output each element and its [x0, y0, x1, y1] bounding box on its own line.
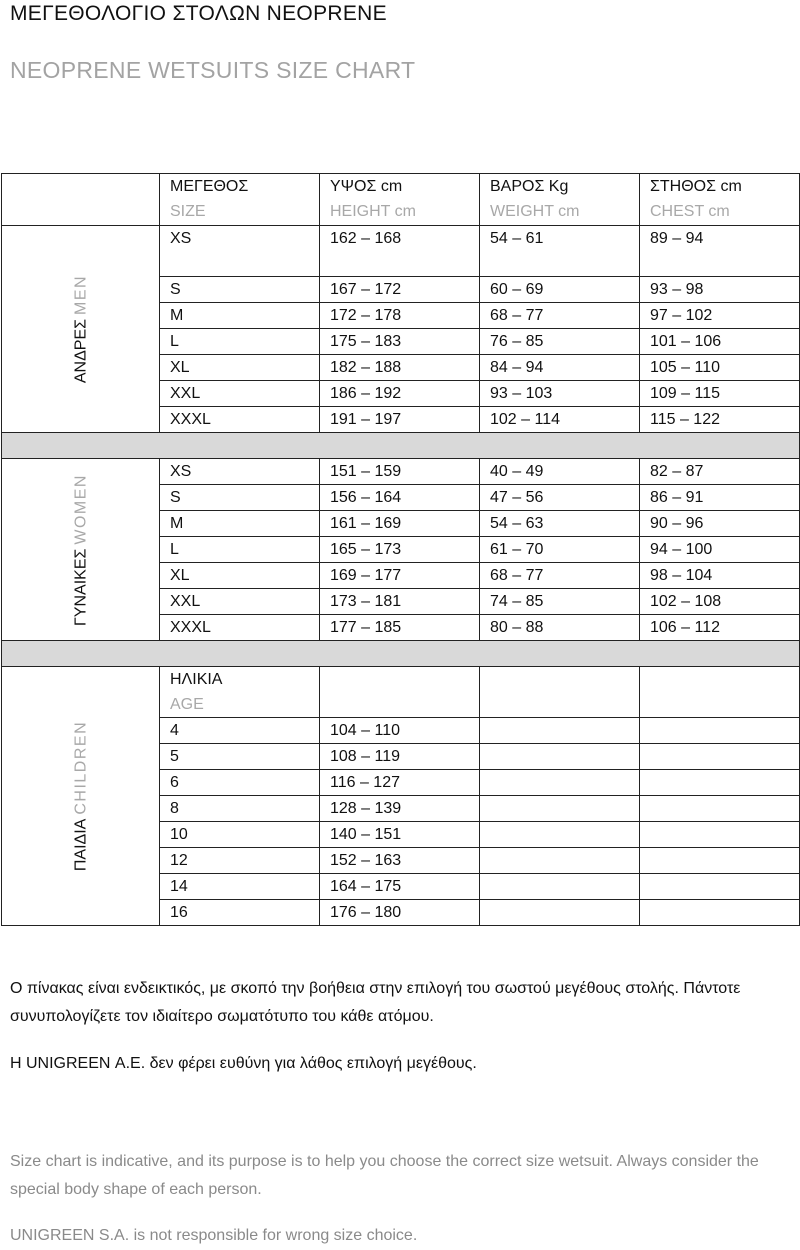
header-size-en: SIZE: [170, 203, 206, 220]
empty-cell: [640, 900, 800, 926]
chest-cell: 101 – 106: [640, 329, 800, 355]
empty-cell: [640, 770, 800, 796]
height-cell: 151 – 159: [320, 459, 480, 485]
chest-cell: 90 – 96: [640, 511, 800, 537]
empty-cell: [640, 822, 800, 848]
height-cell: 191 – 197: [320, 407, 480, 433]
age-cell: 4: [160, 718, 320, 744]
header-chest-gr: ΣΤΗΘΟΣ cm: [650, 178, 742, 195]
size-chart-table: [1, 173, 800, 926]
group-label-children: [2, 667, 160, 926]
size-cell: XXL: [160, 381, 320, 407]
height-cell: 156 – 164: [320, 485, 480, 511]
empty-cell: [480, 718, 640, 744]
height-cell: 173 – 181: [320, 589, 480, 615]
size-cell: XXL: [160, 589, 320, 615]
empty-cell: [480, 848, 640, 874]
age-cell: 8: [160, 796, 320, 822]
header-size: [160, 174, 320, 226]
chest-cell: 94 – 100: [640, 537, 800, 563]
height-cell: 108 – 119: [320, 744, 480, 770]
empty-cell: [480, 667, 640, 718]
height-cell: 162 – 168: [320, 226, 480, 277]
group-label-men: [2, 226, 160, 433]
height-cell: 140 – 151: [320, 822, 480, 848]
size-cell: XL: [160, 563, 320, 589]
header-chest: [640, 174, 800, 226]
chest-cell: 109 – 115: [640, 381, 800, 407]
weight-cell: 54 – 61: [480, 226, 640, 277]
height-cell: 172 – 178: [320, 303, 480, 329]
chest-cell: 105 – 110: [640, 355, 800, 381]
size-cell: S: [160, 277, 320, 303]
age-cell: 12: [160, 848, 320, 874]
table-row: [2, 667, 800, 718]
header-corner: [2, 174, 160, 226]
size-cell: XS: [160, 459, 320, 485]
disclaimer-english-indicative: Size chart is indicative, and its purpose is to help you choose the correct size wetsuit. Always consider the special body shape of each person.: [10, 1153, 759, 1198]
group-children-gr: ΠΑΙΔΙΑ: [72, 818, 89, 872]
height-cell: 128 – 139: [320, 796, 480, 822]
weight-cell: 68 – 77: [480, 303, 640, 329]
group-children-en: CHILDREN: [72, 720, 89, 815]
size-cell: L: [160, 537, 320, 563]
age-cell: 16: [160, 900, 320, 926]
empty-cell: [480, 822, 640, 848]
height-cell: 176 – 180: [320, 900, 480, 926]
size-cell: L: [160, 329, 320, 355]
section-separator: [2, 433, 800, 459]
chest-cell: 115 – 122: [640, 407, 800, 433]
group-women-gr: ΓΥΝΑΙΚΕΣ: [72, 548, 89, 626]
age-cell: 5: [160, 744, 320, 770]
group-men-gr: ΑΝΔΡΕΣ: [72, 318, 89, 384]
height-cell: 104 – 110: [320, 718, 480, 744]
age-cell: 6: [160, 770, 320, 796]
empty-cell: [480, 744, 640, 770]
chest-cell: 82 – 87: [640, 459, 800, 485]
weight-cell: 76 – 85: [480, 329, 640, 355]
header-chest-en: CHEST cm: [650, 203, 730, 220]
height-cell: 177 – 185: [320, 615, 480, 641]
chest-cell: 97 – 102: [640, 303, 800, 329]
chest-cell: 93 – 98: [640, 277, 800, 303]
weight-cell: 102 – 114: [480, 407, 640, 433]
disclaimer-english-responsibility: UNIGREEN S.A. is not responsible for wrong size choice.: [10, 1227, 418, 1244]
empty-cell: [640, 744, 800, 770]
table-row: [2, 226, 800, 277]
size-cell: M: [160, 303, 320, 329]
size-cell: XS: [160, 226, 320, 277]
chest-cell: 86 – 91: [640, 485, 800, 511]
header-height: [320, 174, 480, 226]
height-cell: 161 – 169: [320, 511, 480, 537]
chest-cell: 106 – 112: [640, 615, 800, 641]
empty-cell: [640, 848, 800, 874]
size-cell: XL: [160, 355, 320, 381]
disclaimer-greek-indicative: Ο πίνακας είναι ενδεικτικός, με σκοπό την βοήθεια στην επιλογή του σωστού μεγέθους στολής. Πάντοτε συνυπολογίζετε τον ιδιαίτερο σωματότυπο του κάθε ατόμου.: [10, 980, 741, 1025]
age-header-en: AGE: [170, 696, 204, 713]
header-size-gr: ΜΕΓΕΘΟΣ: [170, 178, 249, 195]
chest-cell: 89 – 94: [640, 226, 800, 277]
empty-cell: [480, 770, 640, 796]
empty-cell: [480, 796, 640, 822]
height-cell: 116 – 127: [320, 770, 480, 796]
weight-cell: 40 – 49: [480, 459, 640, 485]
empty-cell: [640, 874, 800, 900]
table-header-row: [2, 174, 800, 226]
height-cell: 186 – 192: [320, 381, 480, 407]
height-cell: 167 – 172: [320, 277, 480, 303]
size-cell: XXXL: [160, 615, 320, 641]
empty-cell: [480, 874, 640, 900]
size-cell: M: [160, 511, 320, 537]
section-separator: [2, 641, 800, 667]
weight-cell: 80 – 88: [480, 615, 640, 641]
empty-cell: [320, 667, 480, 718]
page-title: ΜΕΓΕΘΟΛΟΓΙΟ ΣΤΟΛΩΝ NEOPRENE: [10, 2, 387, 25]
height-cell: 164 – 175: [320, 874, 480, 900]
age-cell: 10: [160, 822, 320, 848]
size-cell: S: [160, 485, 320, 511]
size-cell: XXXL: [160, 407, 320, 433]
empty-cell: [480, 900, 640, 926]
weight-cell: 93 – 103: [480, 381, 640, 407]
empty-cell: [640, 667, 800, 718]
height-cell: 165 – 173: [320, 537, 480, 563]
header-weight: [480, 174, 640, 226]
weight-cell: 61 – 70: [480, 537, 640, 563]
group-women-en: WOMEN: [72, 473, 89, 545]
weight-cell: 68 – 77: [480, 563, 640, 589]
height-cell: 169 – 177: [320, 563, 480, 589]
height-cell: 175 – 183: [320, 329, 480, 355]
weight-cell: 84 – 94: [480, 355, 640, 381]
age-header-cell: [160, 667, 320, 718]
group-label-women: [2, 459, 160, 641]
empty-cell: [640, 718, 800, 744]
empty-cell: [640, 796, 800, 822]
page-subtitle: NEOPRENE WETSUITS SIZE CHART: [10, 57, 416, 83]
group-men-en: MEN: [72, 274, 89, 315]
table-row: [2, 459, 800, 485]
header-weight-en: WEIGHT cm: [490, 203, 580, 220]
header-weight-gr: ΒΑΡΟΣ Kg: [490, 178, 569, 195]
header-height-gr: ΥΨΟΣ cm: [330, 178, 403, 195]
chest-cell: 102 – 108: [640, 589, 800, 615]
chest-cell: 98 – 104: [640, 563, 800, 589]
height-cell: 152 – 163: [320, 848, 480, 874]
weight-cell: 74 – 85: [480, 589, 640, 615]
age-header-gr: ΗΛΙΚΙΑ: [170, 671, 223, 688]
height-cell: 182 – 188: [320, 355, 480, 381]
weight-cell: 47 – 56: [480, 485, 640, 511]
disclaimer-greek-responsibility: Η UNIGREEN Α.Ε. δεν φέρει ευθύνη για λάθος επιλογή μεγέθους.: [10, 1055, 477, 1072]
weight-cell: 60 – 69: [480, 277, 640, 303]
weight-cell: 54 – 63: [480, 511, 640, 537]
header-height-en: HEIGHT cm: [330, 203, 416, 220]
age-cell: 14: [160, 874, 320, 900]
